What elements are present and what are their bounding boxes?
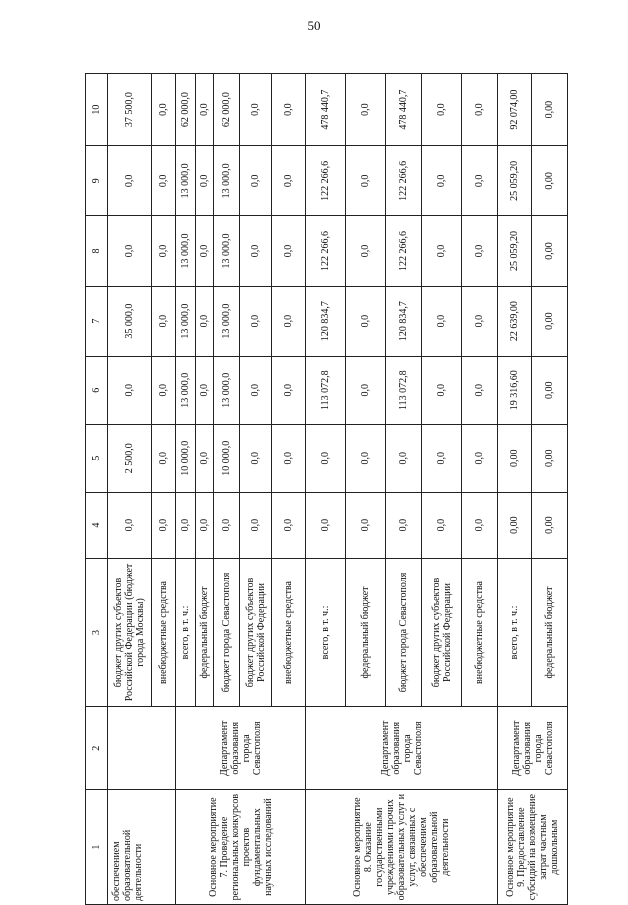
value-cell: 0,0: [108, 216, 152, 286]
value-cell: 0,0: [240, 356, 272, 424]
value-cell: 0,0: [346, 356, 386, 424]
rotated-table-container: [85, 73, 560, 905]
value-cell: 62 000,0: [214, 74, 240, 146]
value-cell: 0,0: [272, 146, 306, 216]
value-cell: 0,0: [152, 356, 176, 424]
value-cell: 13 000,0: [176, 356, 196, 424]
funding-source-cell: бюджет других субъектов Российской Федерации (бюджет города Москвы): [108, 558, 152, 707]
value-cell: 0,0: [422, 216, 462, 286]
value-cell: 0,0: [152, 146, 176, 216]
value-cell: 0,00: [498, 492, 532, 558]
value-cell: 0,0: [306, 424, 346, 492]
value-cell: 0,0: [196, 146, 214, 216]
value-cell: 0,0: [176, 492, 196, 558]
value-cell: 0,0: [214, 492, 240, 558]
value-cell: 0,00: [532, 424, 568, 492]
value-cell: 0,0: [422, 424, 462, 492]
value-cell: 0,00: [532, 146, 568, 216]
value-cell: 478 440,7: [306, 74, 346, 146]
funding-source-cell: бюджет города Севастополя: [214, 558, 240, 707]
value-cell: 2 500,0: [108, 424, 152, 492]
value-cell: 122 266,6: [386, 216, 422, 286]
value-cell: 113 072,8: [306, 356, 346, 424]
value-cell: 22 639,00: [498, 286, 532, 356]
event-name-cell: Основное мероприятие 8. Оказание государственными учреждениями прочих образовательных услуг и услуг, связанных с обеспечением образовательной деятельности: [306, 790, 498, 905]
value-cell: 0,0: [196, 492, 214, 558]
value-cell: 0,0: [152, 216, 176, 286]
value-cell: 0,0: [462, 356, 498, 424]
funding-source-cell: внебюджетные средства: [272, 558, 306, 707]
funding-source-cell: федеральный бюджет: [532, 558, 568, 707]
value-cell: 0,0: [422, 492, 462, 558]
value-cell: 13 000,0: [214, 146, 240, 216]
value-cell: 10 000,0: [214, 424, 240, 492]
event-name-cell: обеспечением образовательной деятельности: [108, 790, 176, 905]
value-cell: 13 000,0: [214, 286, 240, 356]
header-cell: 5: [86, 424, 108, 492]
value-cell: 0,0: [462, 424, 498, 492]
value-cell: 0,0: [462, 216, 498, 286]
value-cell: 0,0: [196, 356, 214, 424]
page-number: 50: [307, 18, 321, 33]
event-name-cell: Основное мероприятие 7. Проведение региональных конкурсов проектов фундаментальных научных исследований: [176, 790, 306, 905]
funding-source-cell: федеральный бюджет: [346, 558, 386, 707]
value-cell: 0,0: [386, 492, 422, 558]
value-cell: 0,0: [240, 492, 272, 558]
value-cell: 122 266,6: [306, 216, 346, 286]
funding-source-cell: всего, в т. ч.:: [306, 558, 346, 707]
value-cell: 0,0: [240, 424, 272, 492]
value-cell: 13 000,0: [176, 216, 196, 286]
header-cell: 2: [86, 707, 108, 790]
value-cell: 0,0: [346, 492, 386, 558]
value-cell: 0,0: [346, 216, 386, 286]
value-cell: 35 000,0: [108, 286, 152, 356]
value-cell: 0,0: [462, 286, 498, 356]
value-cell: 0,0: [152, 492, 176, 558]
department-cell: Департамент образования города Севастополя: [176, 707, 306, 790]
funding-source-cell: бюджет других субъектов Российской Федерации: [240, 558, 272, 707]
header-cell: 6: [86, 356, 108, 424]
value-cell: 0,0: [422, 356, 462, 424]
value-cell: 0,0: [240, 216, 272, 286]
funding-source-cell: бюджет других субъектов Российской Федерации: [422, 558, 462, 707]
value-cell: 0,0: [152, 424, 176, 492]
value-cell: 0,0: [346, 286, 386, 356]
value-cell: 62 000,0: [176, 74, 196, 146]
value-cell: 0,0: [462, 146, 498, 216]
value-cell: 0,0: [422, 286, 462, 356]
value-cell: 19 316,60: [498, 356, 532, 424]
header-cell: 9: [86, 146, 108, 216]
table-row: [108, 74, 152, 905]
value-cell: 0,0: [196, 286, 214, 356]
value-cell: 0,0: [272, 356, 306, 424]
value-cell: 13 000,0: [176, 146, 196, 216]
value-cell: 0,0: [240, 74, 272, 146]
value-cell: 0,00: [532, 492, 568, 558]
value-cell: 37 500,0: [108, 74, 152, 146]
value-cell: 0,0: [272, 286, 306, 356]
department-cell: Департамент образования города Севастополя: [498, 707, 568, 790]
funding-source-cell: всего, в т. ч.:: [176, 558, 196, 707]
header-cell: 7: [86, 286, 108, 356]
value-cell: 120 834,7: [386, 286, 422, 356]
header-cell: 10: [86, 74, 108, 146]
value-cell: 0,00: [498, 424, 532, 492]
table-row: [306, 74, 346, 905]
value-cell: 0,0: [272, 492, 306, 558]
value-cell: 0,00: [532, 74, 568, 146]
value-cell: 0,0: [108, 492, 152, 558]
value-cell: 0,0: [196, 216, 214, 286]
value-cell: 0,0: [346, 424, 386, 492]
funding-source-cell: всего, в т. ч.:: [498, 558, 532, 707]
value-cell: 0,00: [532, 216, 568, 286]
value-cell: 0,0: [196, 424, 214, 492]
value-cell: 0,0: [346, 74, 386, 146]
header-cell: 8: [86, 216, 108, 286]
funding-source-cell: внебюджетные средства: [462, 558, 498, 707]
value-cell: 0,0: [108, 146, 152, 216]
department-cell: [108, 707, 176, 790]
value-cell: 13 000,0: [176, 286, 196, 356]
value-cell: 0,00: [532, 286, 568, 356]
funding-source-cell: внебюджетные средства: [152, 558, 176, 707]
value-cell: 0,0: [152, 286, 176, 356]
value-cell: 0,0: [272, 424, 306, 492]
event-name-cell: Основное мероприятие 9. Предоставление субсидий на возмещение затрат частным дошкольным: [498, 790, 568, 905]
header-cell: 4: [86, 492, 108, 558]
value-cell: 0,0: [306, 492, 346, 558]
value-cell: 25 059,20: [498, 216, 532, 286]
value-cell: 113 072,8: [386, 356, 422, 424]
value-cell: 0,0: [196, 74, 214, 146]
value-cell: 0,0: [422, 74, 462, 146]
header-cell: 3: [86, 558, 108, 707]
value-cell: 10 000,0: [176, 424, 196, 492]
value-cell: 0,0: [386, 424, 422, 492]
table-row: [498, 74, 532, 905]
department-cell: Департамент образования города Севастополя: [306, 707, 498, 790]
value-cell: 122 266,6: [386, 146, 422, 216]
value-cell: 120 834,7: [306, 286, 346, 356]
funding-source-cell: федеральный бюджет: [196, 558, 214, 707]
value-cell: 0,0: [152, 74, 176, 146]
table-row: [176, 74, 196, 905]
header-row: [86, 74, 108, 905]
value-cell: 478 440,7: [386, 74, 422, 146]
value-cell: 122 266,6: [306, 146, 346, 216]
financing-table: [85, 73, 568, 905]
value-cell: 92 074,00: [498, 74, 532, 146]
value-cell: 0,0: [240, 286, 272, 356]
funding-source-cell: бюджет города Севастополя: [386, 558, 422, 707]
value-cell: 0,00: [532, 356, 568, 424]
value-cell: 0,0: [240, 146, 272, 216]
value-cell: 0,0: [272, 74, 306, 146]
value-cell: 0,0: [422, 146, 462, 216]
value-cell: 0,0: [462, 74, 498, 146]
value-cell: 0,0: [272, 216, 306, 286]
value-cell: 0,0: [346, 146, 386, 216]
header-cell: 1: [86, 790, 108, 905]
value-cell: 13 000,0: [214, 356, 240, 424]
value-cell: 0,0: [462, 492, 498, 558]
value-cell: 13 000,0: [214, 216, 240, 286]
value-cell: 0,0: [108, 356, 152, 424]
value-cell: 25 059,20: [498, 146, 532, 216]
